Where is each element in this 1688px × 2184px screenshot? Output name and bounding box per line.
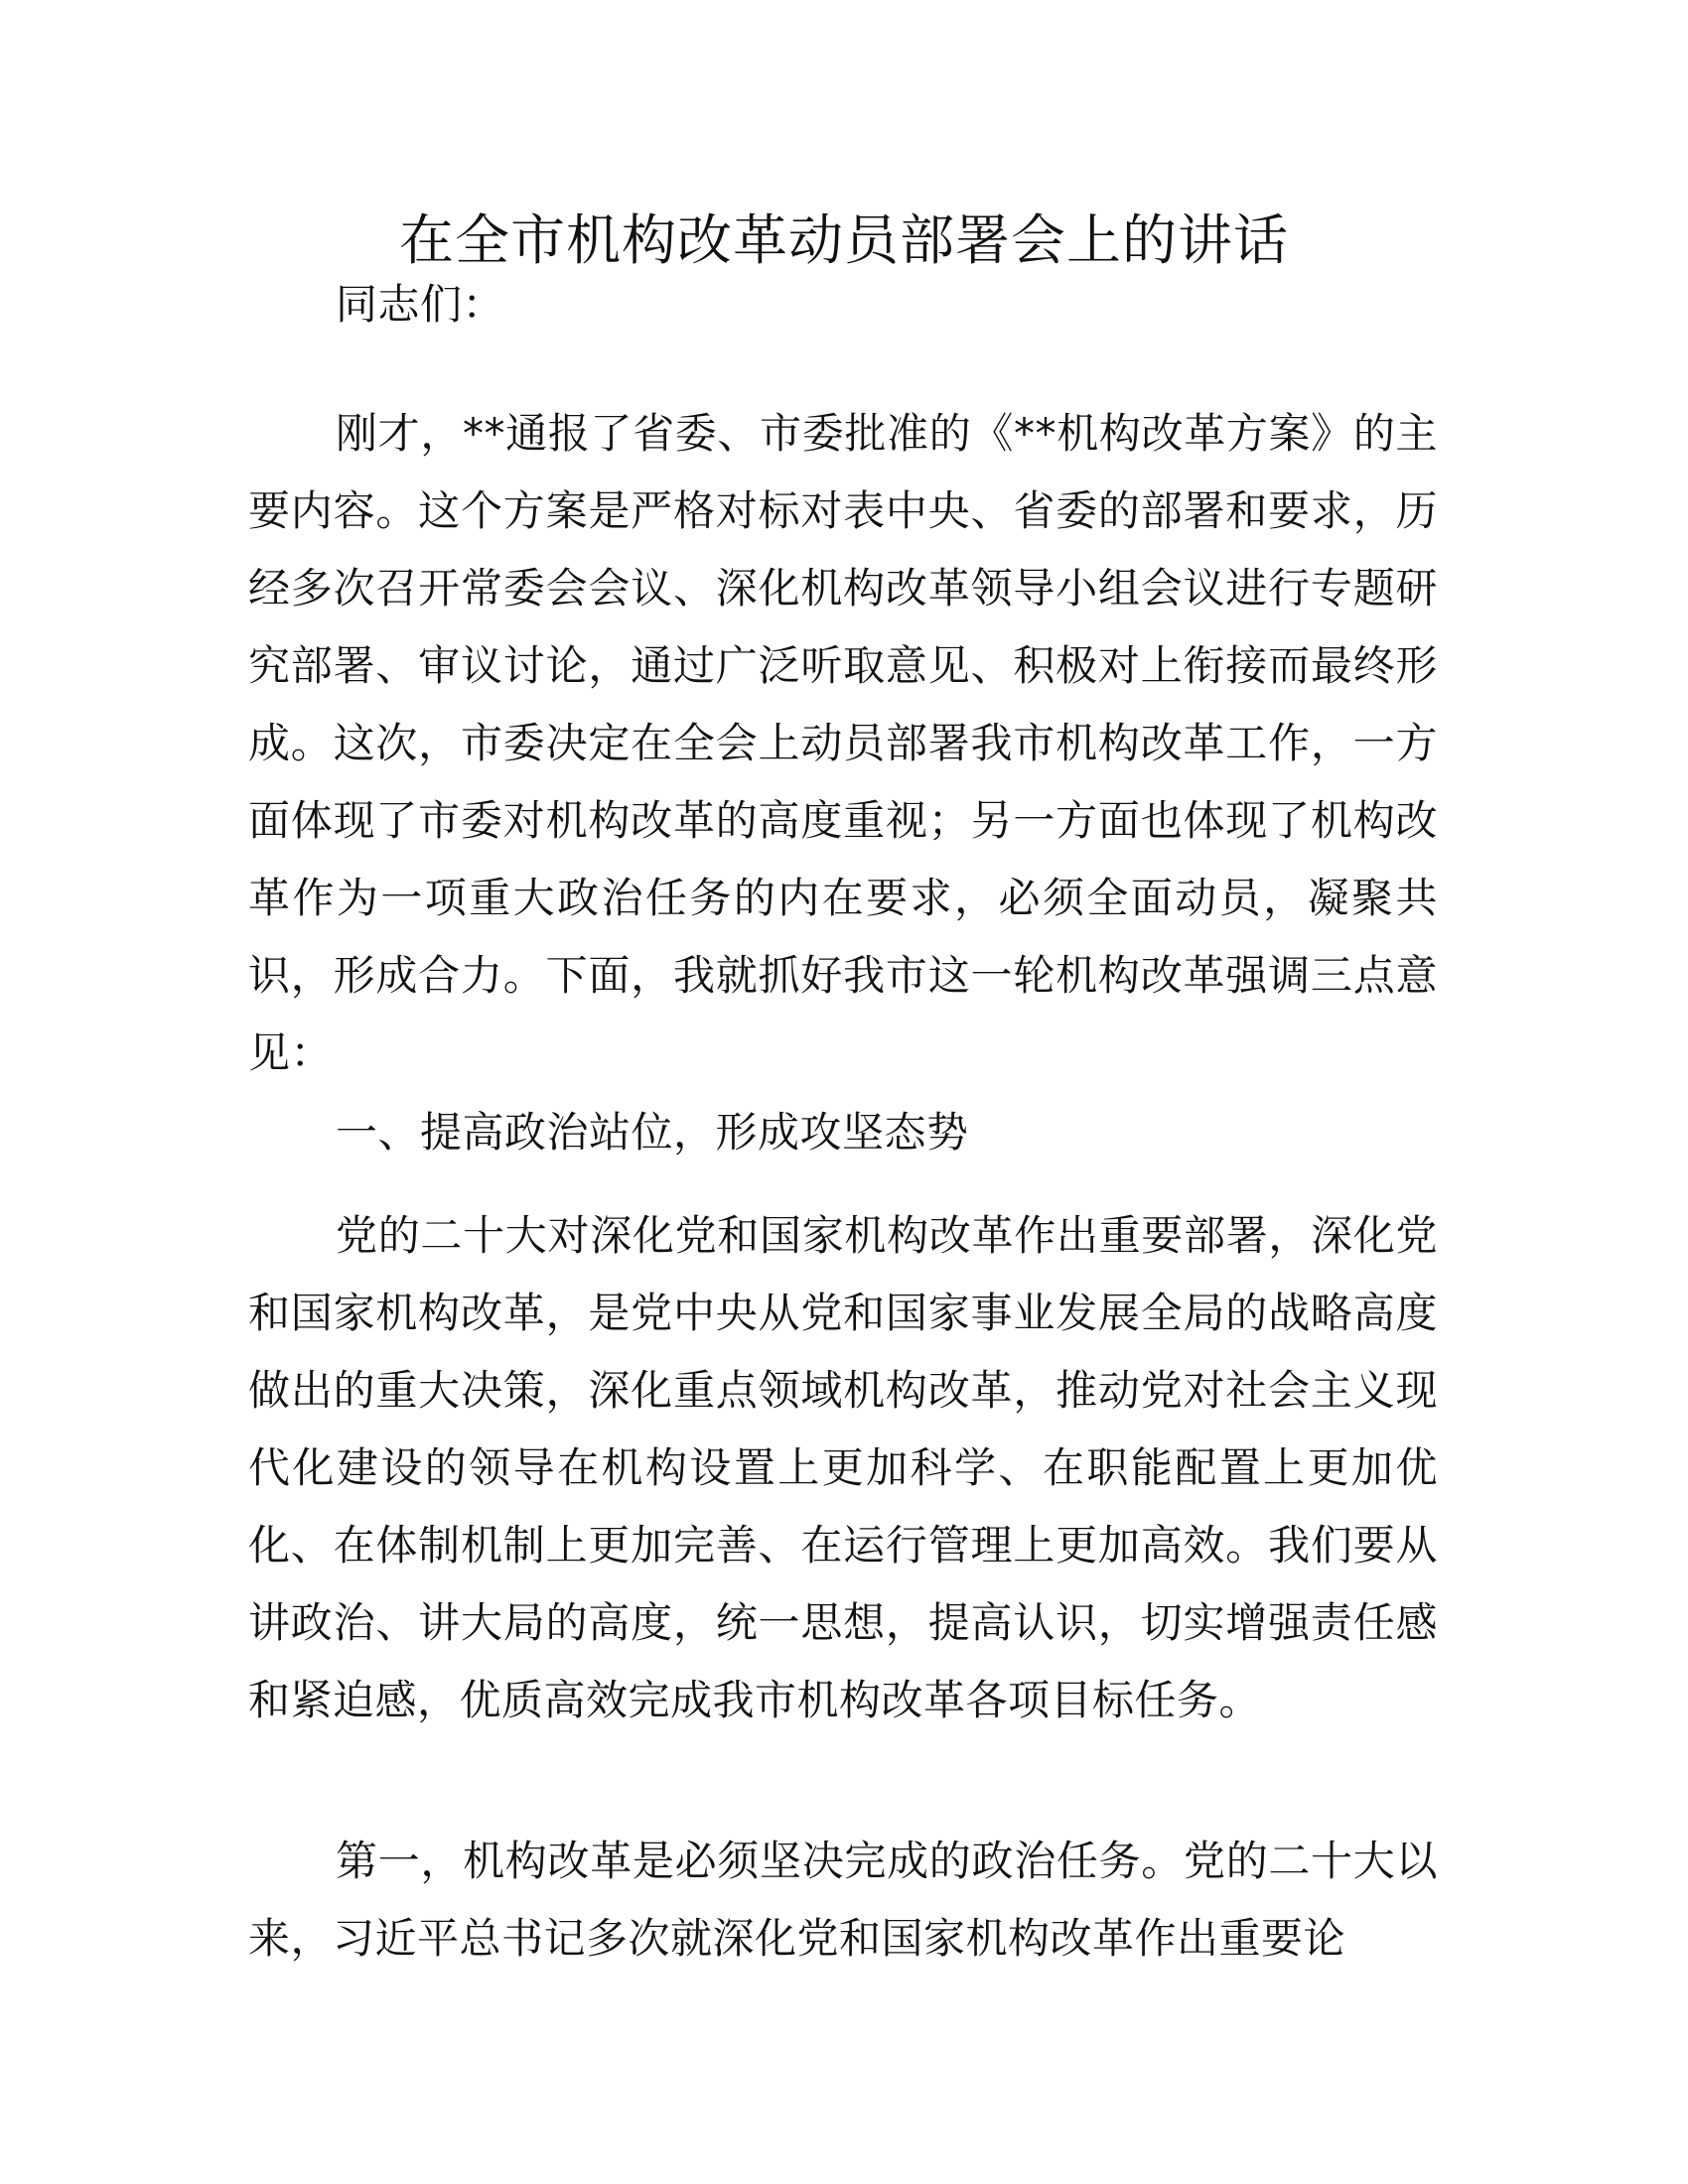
page-title: 在全市机构改革动员部署会上的讲话 [398, 208, 1289, 272]
salutation: 同志们： [336, 280, 505, 329]
intro-paragraph: 刚才，**通报了省委、市委批准的《**机构改革方案》的主要内容。这个方案是严格对标对表中央、省委的部署和要求，历经多次召开常委会会议、深化机构改革领导小组会议进行专题研究部署、审议讨论，通过广泛听取意见、积极对上衔接而最终形成。这次，市委决定在全会上动员部署我市机构改革工作，一方面体现了市委对机构改革的高度重视；另一方面也体现了机构改革作为一项重大政治任务的内在要求，必须全面动员，凝聚共识，形成合力。下面，我就抓好我市这一轮机构改革强调三点意见： [248, 409, 1438, 1077]
point-paragraph: 第一，机构改革是必须坚决完成的政治任务。党的二十大以来，习近平总书记多次就深化党和国家机构改革作出重要论 [248, 1837, 1438, 1963]
section-heading: 一、提高政治站位，形成攻坚态势 [336, 1108, 969, 1157]
section-body-paragraph: 党的二十大对深化党和国家机构改革作出重要部署，深化党和国家机构改革，是党中央从党和国家事业发展全局的战略高度做出的重大决策，深化重点领域机构改革，推动党对社会主义现代化建设的领导在机构设置上更加科学、在职能配置上更加优化、在体制机制上更加完善、在运行管理上更加高效。我们要从讲政治、讲大局的高度，统一思想，提高认识，切实增强责任感和紧迫感，优质高效完成我市机构改革各项目标任务。 [248, 1211, 1438, 1724]
